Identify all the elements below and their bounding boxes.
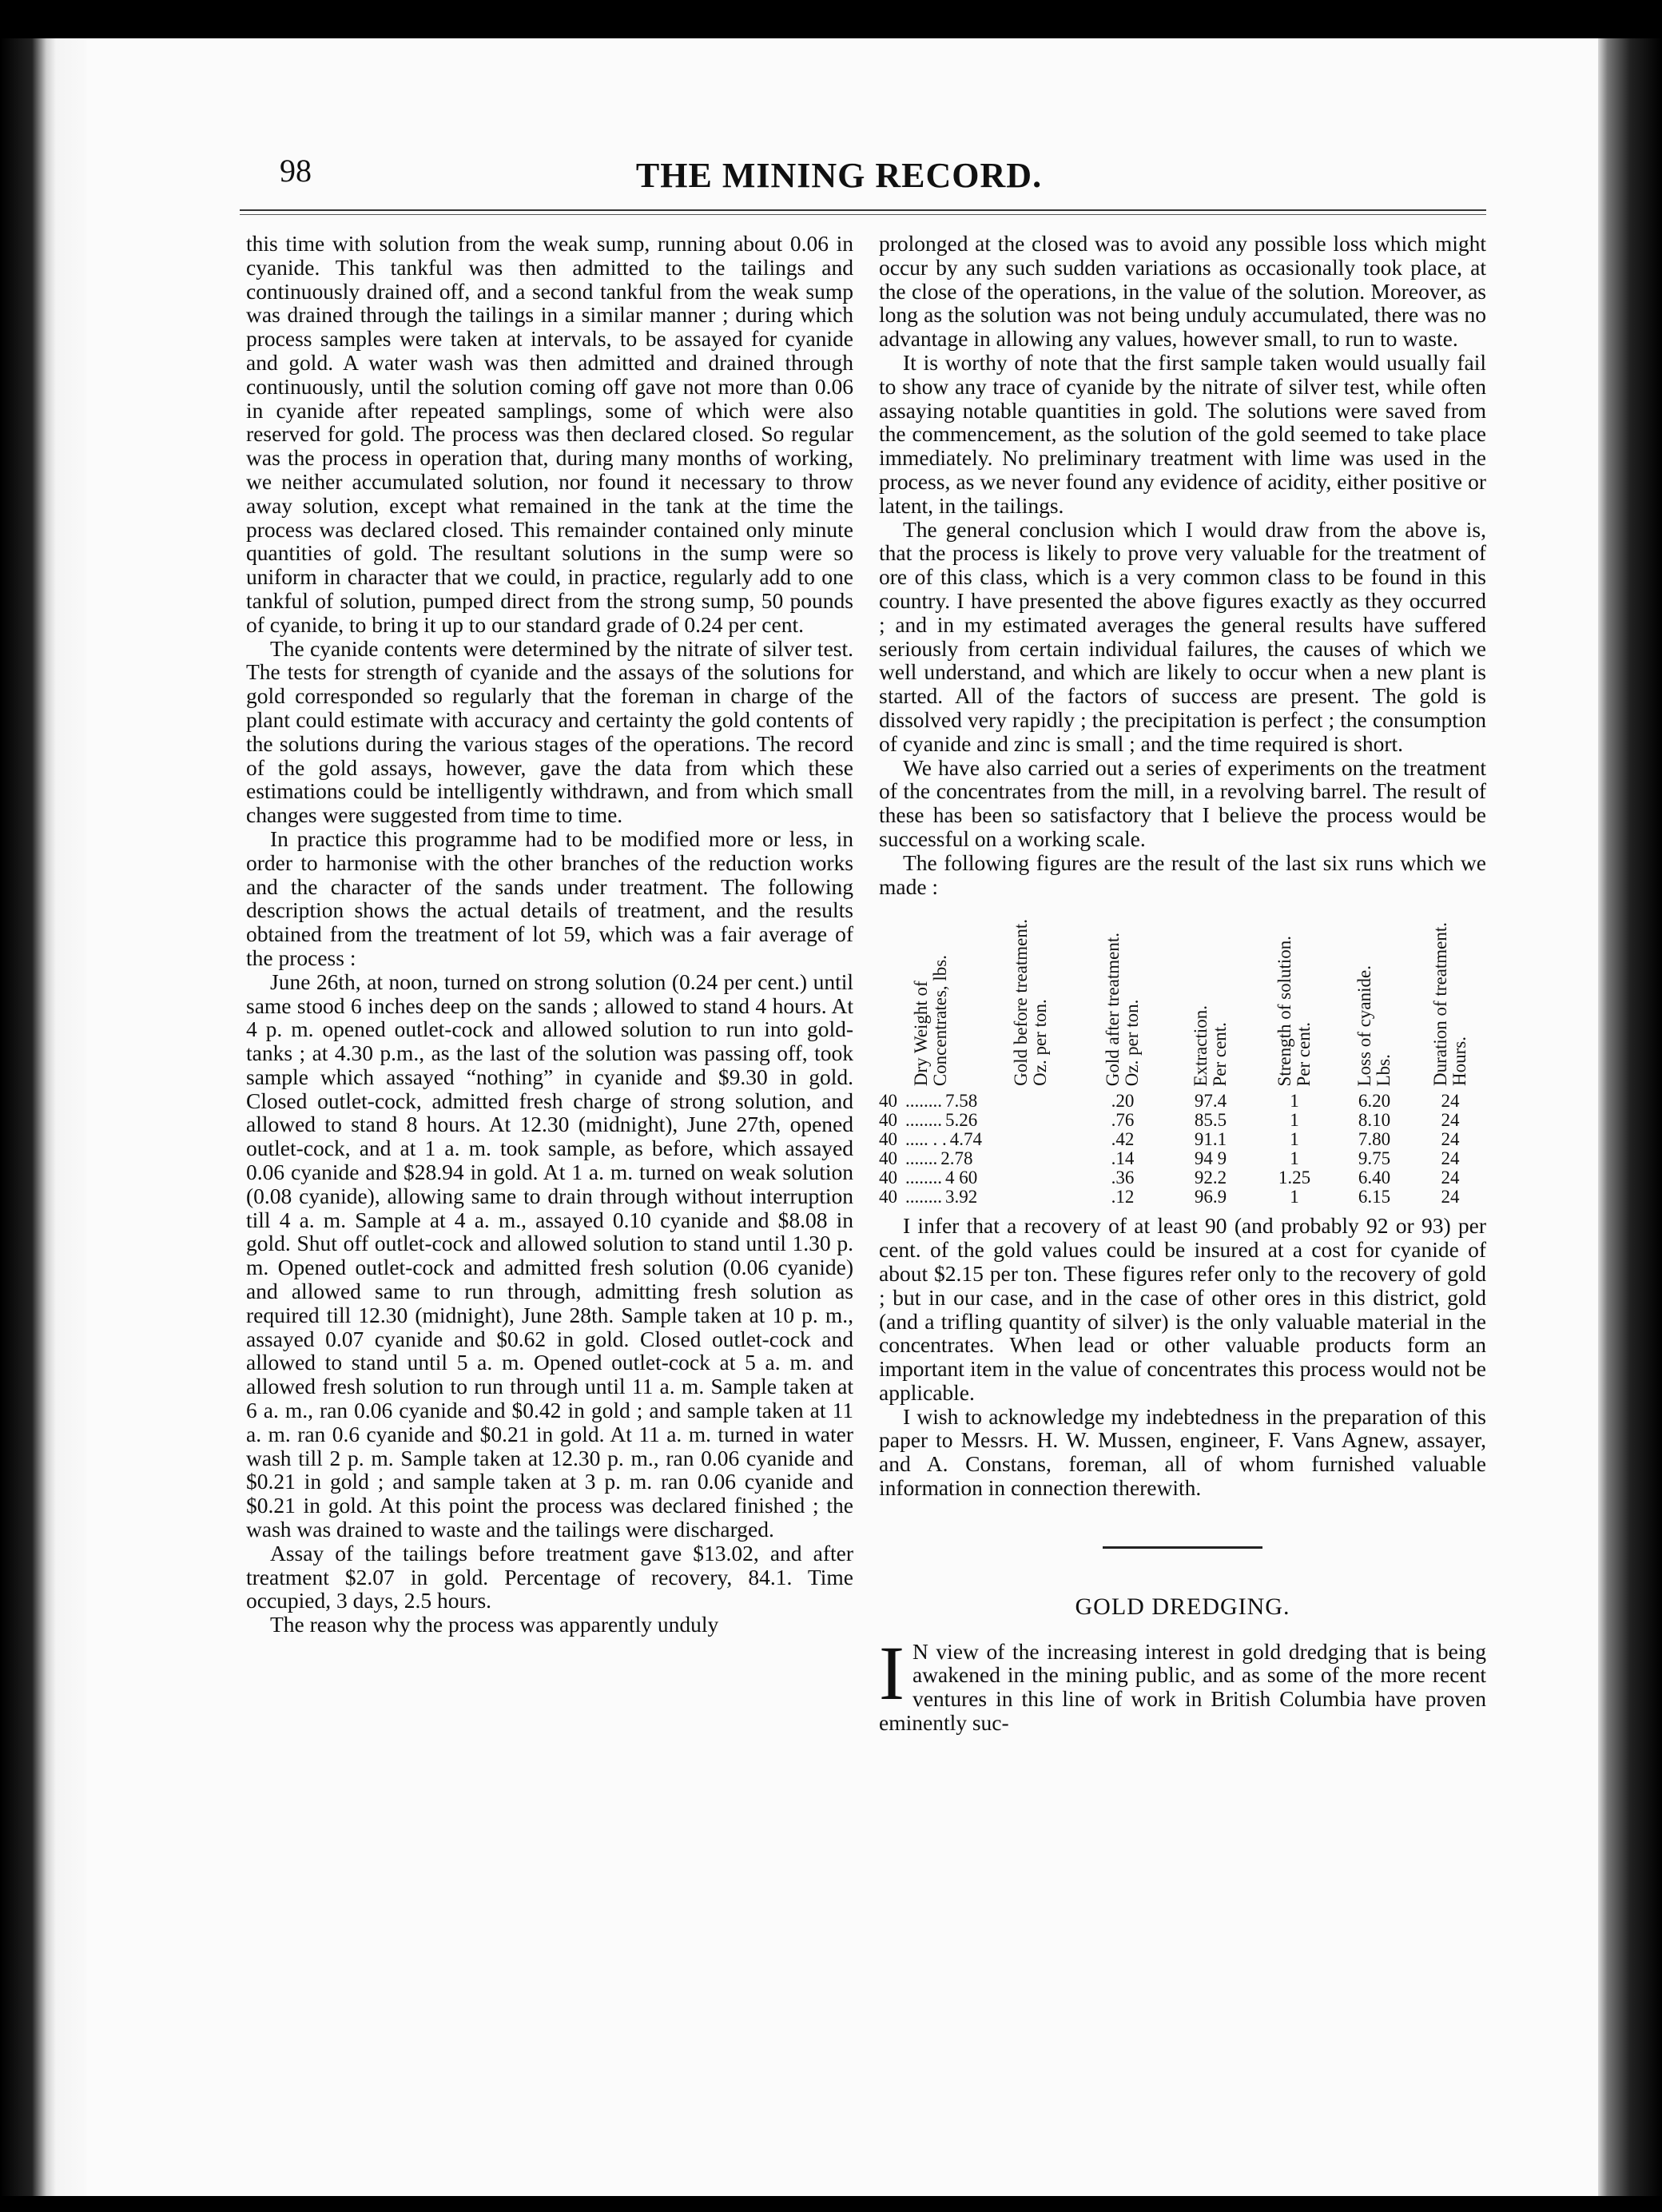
- weight-value: 40: [879, 1109, 897, 1130]
- column-header: Dry Weight of Concentrates, lbs.: [911, 955, 950, 1087]
- gold-after-value: .14: [1111, 1148, 1135, 1168]
- paragraph: June 26th, at noon, turned on strong solution (0.24 per cent.) until same stood 6 inches deep on the sands ; allowed to stand 4 hours. At 4 p. m. opened outlet-cock and allowed solution to run into gold-tanks ; at 4.30 p.m., as the last of the solution was passing off, took sample which assayed “nothing” in cyanide and $9.30 in gold. Closed outlet-cock, admitted fresh charge of strong solution, and allowed to stand 8 hours. At 12.30 (midnight), June 27th, opened outlet-cock, and at 1 a. m. took sample, as before, which assayed 0.06 cyanide and $28.94 in gold. At 1 a. m. turned on weak solution (0.08 cyanide), allowing same to drain through without interruption till 4 a. m. Sample at 4 a. m., assayed 0.10 cyanide and $8.08 in gold. Shut off outlet-cock and allowed solution to stand until 1.30 p. m. Opened outlet-cock and admitted fresh solution (0.06 cyanide) and allowed same to run through, admitting fresh solution as required till 12.30 (midnight), June 28th. Sample taken at 10 p. m., assayed 0.07 cyanide and $0.62 in gold. Closed outlet-cock and allowed to stand until 5 a. m. Opened outlet-cock at 5 a. m. and allowed fresh solution to run through until 11 a. m. Sample taken at 6 a. m., ran 0.06 cyanide and $0.42 in gold ; and sample taken at 11 a. m. ran 0.6 cyanide and $0.21 in gold. At 11 a. m. turned in water wash till 2 p. m. Sample taken at 12.30 p. m., ran 0.06 cyanide and $0.21 in gold ; and sample taken at 3 p. m. ran 0.06 cyanide and $0.21 in gold. At this point the process was declared finished ; the wash was drained to waste and the tailings were discharged.: [246, 969, 853, 1542]
- duration-value: 24: [1441, 1090, 1460, 1111]
- extraction-value: 92.2: [1194, 1167, 1227, 1188]
- left-column: [246, 232, 853, 1637]
- gold-before-value: 7.58: [945, 1090, 978, 1111]
- strength-value: 1: [1290, 1109, 1299, 1130]
- cyanide-loss-value: 7.80: [1358, 1128, 1391, 1149]
- gold-after-value: .20: [1111, 1090, 1135, 1111]
- page-header: [184, 144, 1494, 200]
- extraction-value: 91.1: [1194, 1128, 1227, 1149]
- section-heading: GOLD DREDGING.: [1075, 1593, 1290, 1620]
- gold-after-value: .42: [1111, 1128, 1135, 1149]
- weight-and-gold-before-cell: [879, 1168, 1079, 1187]
- cyanide-loss-value: 6.40: [1358, 1167, 1391, 1188]
- paragraph: Assay of the tailings before treatment gave $13.02, and after treatment $2.07 in gold. Percentage of recovery, 84.1. Time occupied, 3 days, 2.5 hours.: [246, 1540, 853, 1613]
- column-header: Loss of cyanide. Lbs.: [1354, 965, 1394, 1087]
- paragraph: The following figures are the result of the last six runs which we made :: [879, 849, 1486, 899]
- strength-value: 1: [1290, 1148, 1299, 1168]
- right-column: [879, 232, 1486, 1735]
- extraction-value: 97.4: [1194, 1090, 1227, 1111]
- weight-and-gold-before-cell: [879, 1129, 1079, 1148]
- gold-before-value: 4.74: [949, 1128, 982, 1149]
- extraction-value: 96.9: [1194, 1186, 1227, 1207]
- weight-and-gold-before-cell: [879, 1091, 1079, 1110]
- duration-value: 24: [1441, 1167, 1460, 1188]
- weight-value: 40: [879, 1148, 897, 1168]
- paragraph: In practice this programme had to be modified more or less, in order to harmonise with the other branches of the reduction works and the character of the sands under treatment. The following description shows the actual details of treatment, and the results obtained from the treatment of lot 59, which was a fair average of the process :: [246, 826, 853, 970]
- column-header: Duration of treatment. Hours.: [1430, 922, 1469, 1087]
- weight-and-gold-before-cell: [879, 1110, 1079, 1129]
- table-row: [879, 1110, 1486, 1129]
- cyanide-loss-value: 6.20: [1358, 1090, 1391, 1111]
- paragraph: We have also carried out a series of experiments on the treatment of the concentrates from the mill, in a revolving barrel. The result of these has been so satisfactory that I believe the process would be successful on a working scale.: [879, 754, 1486, 851]
- paragraph: this time with solution from the weak sump, running about 0.06 in cyanide. This tankful was then admitted to the tailings and continuously drained off, and a second tankful from the weak sump was drained through the tailings in a similar manner ; during which process samples were taken at intervals, to be assayed for cyanide and gold. A water wash was then admitted and drained through continuously, until the solution coming off gave not more than 0.06 in cyanide after repeated samplings, some of which were also reserved for gold. The process was then declared closed. So regular was the process in operation that, during many months of working, we neither accumulated solution, nor found it necessary to throw away solution, except what remained in the tank at the time the process was declared closed. This remainder contained only minute quantities of gold. The resultant solutions in the sump were so uniform in character that we could, in practice, regularly add to one tankful of solution, pumped direct from the strong sump, 50 pounds of cyanide, to bring it up to our standard grade of 0.24 per cent.: [246, 231, 853, 637]
- paragraph: I infer that a recovery of at least 90 (and probably 92 or 93) per cent. of the gold values could be insured at a cost for cyanide of about $2.15 per ton. These figures refer only to the recovery of gold ; but in our case, and in the case of other ores in this district, gold (and a trifling quantity of silver) is the only valuable material in the concentrates. When lead or other valuable products form an important item in the value of concentrates this process would not be applicable.: [879, 1213, 1486, 1405]
- duration-value: 24: [1441, 1186, 1460, 1207]
- duration-value: 24: [1441, 1148, 1460, 1168]
- scan-right-edge: [1598, 38, 1662, 2196]
- dot-leader: ........: [905, 1090, 942, 1111]
- weight-value: 40: [879, 1167, 897, 1188]
- strength-value: 1.25: [1278, 1167, 1311, 1188]
- table-row: [879, 1091, 1486, 1110]
- extraction-value: 94 9: [1194, 1148, 1227, 1168]
- weight-value: 40: [879, 1090, 897, 1111]
- dot-leader: ........: [905, 1109, 942, 1130]
- column-header: Gold before treatment. Oz. per ton.: [1011, 919, 1050, 1087]
- gold-before-value: 4 60: [945, 1167, 978, 1188]
- header-rule: [240, 209, 1486, 215]
- strength-value: 1: [1290, 1090, 1299, 1111]
- gold-after-value: .76: [1111, 1109, 1135, 1130]
- section-text: N view of the increasing interest in gold dredging that is being awakened in the mining public, and as some of the more recent ventures in this line of work in British Columbia have proven eminently suc-: [879, 1638, 1486, 1736]
- table-row: [879, 1168, 1486, 1187]
- cyanide-loss-value: 8.10: [1358, 1109, 1391, 1130]
- cyanide-loss-value: 9.75: [1358, 1148, 1391, 1168]
- gold-before-value: 3.92: [945, 1186, 978, 1207]
- gold-before-value: 2.78: [940, 1148, 973, 1168]
- duration-value: 24: [1441, 1109, 1460, 1130]
- page-number: 98: [280, 153, 312, 189]
- section-divider: [1103, 1546, 1262, 1549]
- table-row: [879, 1129, 1486, 1148]
- table-row: [879, 1148, 1486, 1168]
- scan-left-edge: [0, 38, 86, 2196]
- table-header-row: [879, 906, 1486, 1091]
- dot-leader: ........: [905, 1186, 942, 1207]
- section-opening-paragraph: [879, 1629, 1486, 1736]
- weight-and-gold-before-cell: [879, 1187, 1079, 1206]
- strength-value: 1: [1290, 1186, 1299, 1207]
- paragraph: prolonged at the closed was to avoid any possible loss which might occur by any such sudden variations as occasionally took place, at the close of the operations, in the value of the solution. Moreover, as long as the solution was not being unduly accumulated, there was no advantage in allowing any values, however small, to run to waste.: [879, 231, 1486, 352]
- cyanide-loss-value: 6.15: [1358, 1186, 1391, 1207]
- paragraph: The general conclusion which I would draw from the above is, that the process is likely to prove very valuable for the treatment of ore of this class, which is a very common class to be found in this country. I have presented the above figures exactly as they occurred ; and in my estimated averages the general results have suffered seriously from certain individual failures, the causes of which we well understand, and which are likely to occur when a new plant is started. All of the factors of success are present. The gold is dissolved very rapidly ; the precipitation is perfect ; the consumption of cyanide and zinc is small ; and the time required is short.: [879, 516, 1486, 756]
- column-header: Extraction. Per cent.: [1191, 1005, 1230, 1087]
- drop-cap: I: [879, 1629, 905, 1716]
- weight-and-gold-before-cell: [879, 1148, 1079, 1168]
- extraction-value: 85.5: [1194, 1109, 1227, 1130]
- gold-after-value: .36: [1111, 1167, 1135, 1188]
- journal-title: THE MINING RECORD.: [635, 156, 1043, 195]
- column-header: Strength of solution. Per cent.: [1274, 935, 1314, 1087]
- gold-before-value: 5.26: [945, 1109, 978, 1130]
- dot-leader: ........: [905, 1167, 942, 1188]
- dot-leader: .......: [905, 1148, 938, 1168]
- paragraph: The reason why the process was apparently unduly: [270, 1612, 719, 1637]
- weight-value: 40: [879, 1186, 897, 1207]
- gold-after-value: .12: [1111, 1186, 1135, 1207]
- weight-value: 40: [879, 1128, 897, 1149]
- dot-leader: ..... . .: [905, 1128, 947, 1149]
- paragraph: The cyanide contents were determined by the nitrate of silver test. The tests for strength of cyanide and the assays of the solutions for gold corresponded so regularly that the foreman in charge of the plant could estimate with accuracy and certainty the gold contents of the solutions during the various stages of the operations. The record of the gold assays, however, gave the data from which these estimations could be intelligently withdrawn, and from which small changes were suggested from time to time.: [246, 635, 853, 828]
- column-header: Gold after treatment. Oz. per ton.: [1103, 933, 1142, 1087]
- table-row: [879, 1187, 1486, 1206]
- concentrates-results-table: [879, 906, 1486, 1206]
- paragraph: It is worthy of note that the first sample taken would usually fail to show any trace of cyanide by the nitrate of silver test, while often assaying notable quantities in gold. The solutions were saved from the commencement, as the solution of the gold seemed to take place immediately. No preliminary treatment with lime was used in the process, as we never found any evidence of acidity, either positive or latent, in the tailings.: [879, 349, 1486, 518]
- paragraph: I wish to acknowledge my indebtedness in the preparation of this paper to Messrs. H. W. Mussen, engineer, F. Vans Agnew, assayer, and A. Constans, foreman, all of whom furnished valuable information in connection therewith.: [879, 1403, 1486, 1501]
- duration-value: 24: [1441, 1128, 1460, 1149]
- strength-value: 1: [1290, 1128, 1299, 1149]
